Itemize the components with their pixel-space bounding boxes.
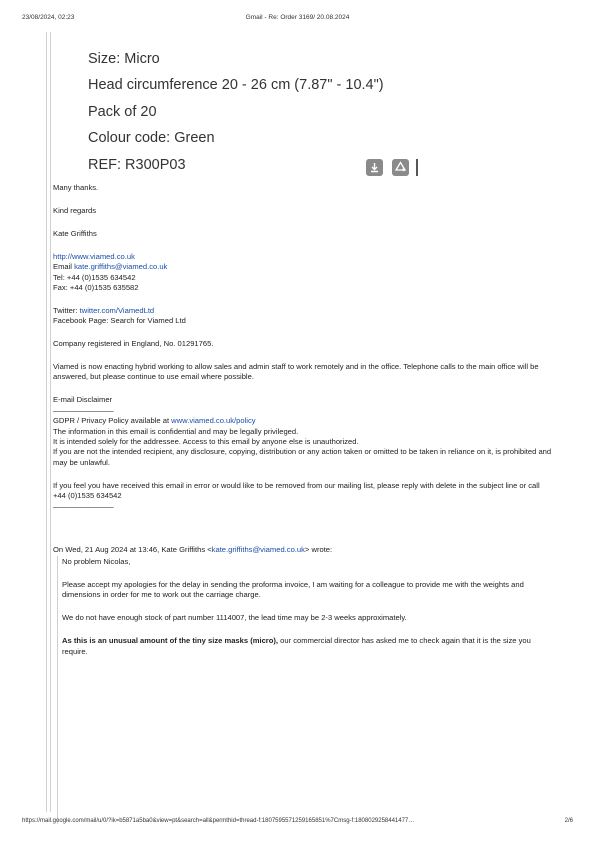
quote-paragraph-2: We do not have enough stock of part number 1114007, the lead time may be 2-3 weeks approximately. bbox=[62, 613, 407, 623]
email-link[interactable]: kate.griffiths@viamed.co.uk bbox=[74, 262, 168, 272]
thread-border-inner bbox=[50, 32, 51, 812]
fax-text: Fax: +44 (0)1535 635582 bbox=[53, 282, 139, 292]
product-pack: Pack of 20 bbox=[88, 103, 157, 120]
quote-paragraph-3-rest: our commercial director has asked me to check again that it is the size you require. bbox=[62, 636, 531, 656]
product-size: Size: Micro bbox=[88, 51, 160, 67]
disclaimer-line-1: The information in this email is confidential and may be legally privileged. bbox=[53, 426, 299, 436]
disclaimer-line-2: It is intended solely for the addressee. Access to this email by anyone else is unauthorized. bbox=[53, 437, 359, 446]
quote-greeting: No problem Nicolas, bbox=[62, 557, 131, 566]
product-colour: Colour code: Green bbox=[88, 130, 215, 147]
product-details bbox=[88, 46, 384, 178]
quote-paragraph-3-bold: As this is an unusual amount of the tiny size masks (micro), bbox=[62, 636, 279, 646]
disclaimer-dashes-2: ———————— bbox=[53, 501, 114, 511]
print-datetime: 23/08/2024, 02:23 bbox=[22, 14, 75, 21]
gdpr-label: GDPR / Privacy Policy available at bbox=[53, 416, 172, 426]
gdpr-link[interactable]: www.viamed.co.uk/policy bbox=[171, 416, 256, 426]
quote-intro-post: > wrote: bbox=[304, 545, 333, 554]
quoted-message bbox=[62, 557, 552, 657]
email-body bbox=[53, 183, 553, 512]
tel-text: Tel: +44 (0)1535 634542 bbox=[53, 272, 136, 282]
quote-border bbox=[57, 556, 58, 824]
print-url: https://mail.google.com/mail/u/0/?ik=b5871a5ba0&view=pt&search=all&permthid=thread-f:1807595571259165851%7Cmsg-f:1808029258441477… bbox=[22, 818, 415, 824]
thanks-text: Many thanks. bbox=[53, 183, 99, 192]
email-label: Email bbox=[53, 262, 75, 272]
disclaimer-line-3: If you are not the intended recipient, any disclosure, copying, distribution or any action taken or omitted to be taken in reliance on it, is prohibited and may be unlawful. bbox=[53, 447, 552, 467]
quote-email-link[interactable]: kate.griffiths@viamed.co.uk bbox=[211, 545, 305, 554]
print-footer bbox=[22, 818, 573, 828]
facebook-text: Facebook Page: Search for Viamed Ltd bbox=[53, 316, 186, 326]
quote-paragraph-1: Please accept my apologies for the delay in sending the proforma invoice, I am waiting for a colleague to provide me with the weights and dimensions in order for me to work out the carriage charge. bbox=[62, 579, 524, 600]
print-title: Gmail - Re: Order 3169/ 20.08.2024 bbox=[245, 14, 350, 21]
quote-intro-pre: On Wed, 21 Aug 2024 at 13:46, Kate Griffiths < bbox=[53, 545, 212, 554]
drive-save-icon[interactable] bbox=[392, 159, 409, 176]
hybrid-text: Viamed is now enacting hybrid working to allow sales and admin staff to work remotely and in the office. Telephone calls to the main office will be answered, but please continue to use email where possible. bbox=[53, 362, 539, 382]
divider bbox=[416, 159, 418, 176]
print-header bbox=[22, 14, 573, 24]
website-link[interactable]: http://www.viamed.co.uk bbox=[53, 251, 135, 261]
print-page-number: 2/6 bbox=[564, 818, 573, 824]
product-head-circumference: Head circumference 20 - 26 cm (7.87" - 10.4") bbox=[88, 77, 384, 94]
disclaimer-line-4: If you feel you have received this email in error or would like to be removed from our mailing list, please reply with delete in the subject line or call +44 (0)1535 634542 bbox=[53, 480, 540, 501]
thread-border-left bbox=[46, 32, 47, 812]
twitter-link[interactable]: twitter.com/ViamedLtd bbox=[79, 305, 155, 315]
quote-intro bbox=[53, 545, 543, 555]
regards-text: Kind regards bbox=[53, 205, 97, 215]
twitter-label: Twitter: bbox=[53, 305, 80, 315]
disclaimer-dashes: ———————— bbox=[53, 405, 114, 415]
company-text: Company registered in England, No. 01291765. bbox=[53, 339, 214, 349]
disclaimer-title: E-mail Disclaimer bbox=[53, 395, 113, 405]
download-icon[interactable] bbox=[366, 159, 383, 176]
sender-name: Kate Griffiths bbox=[53, 228, 97, 238]
product-ref: REF: R300P03 bbox=[88, 156, 186, 173]
